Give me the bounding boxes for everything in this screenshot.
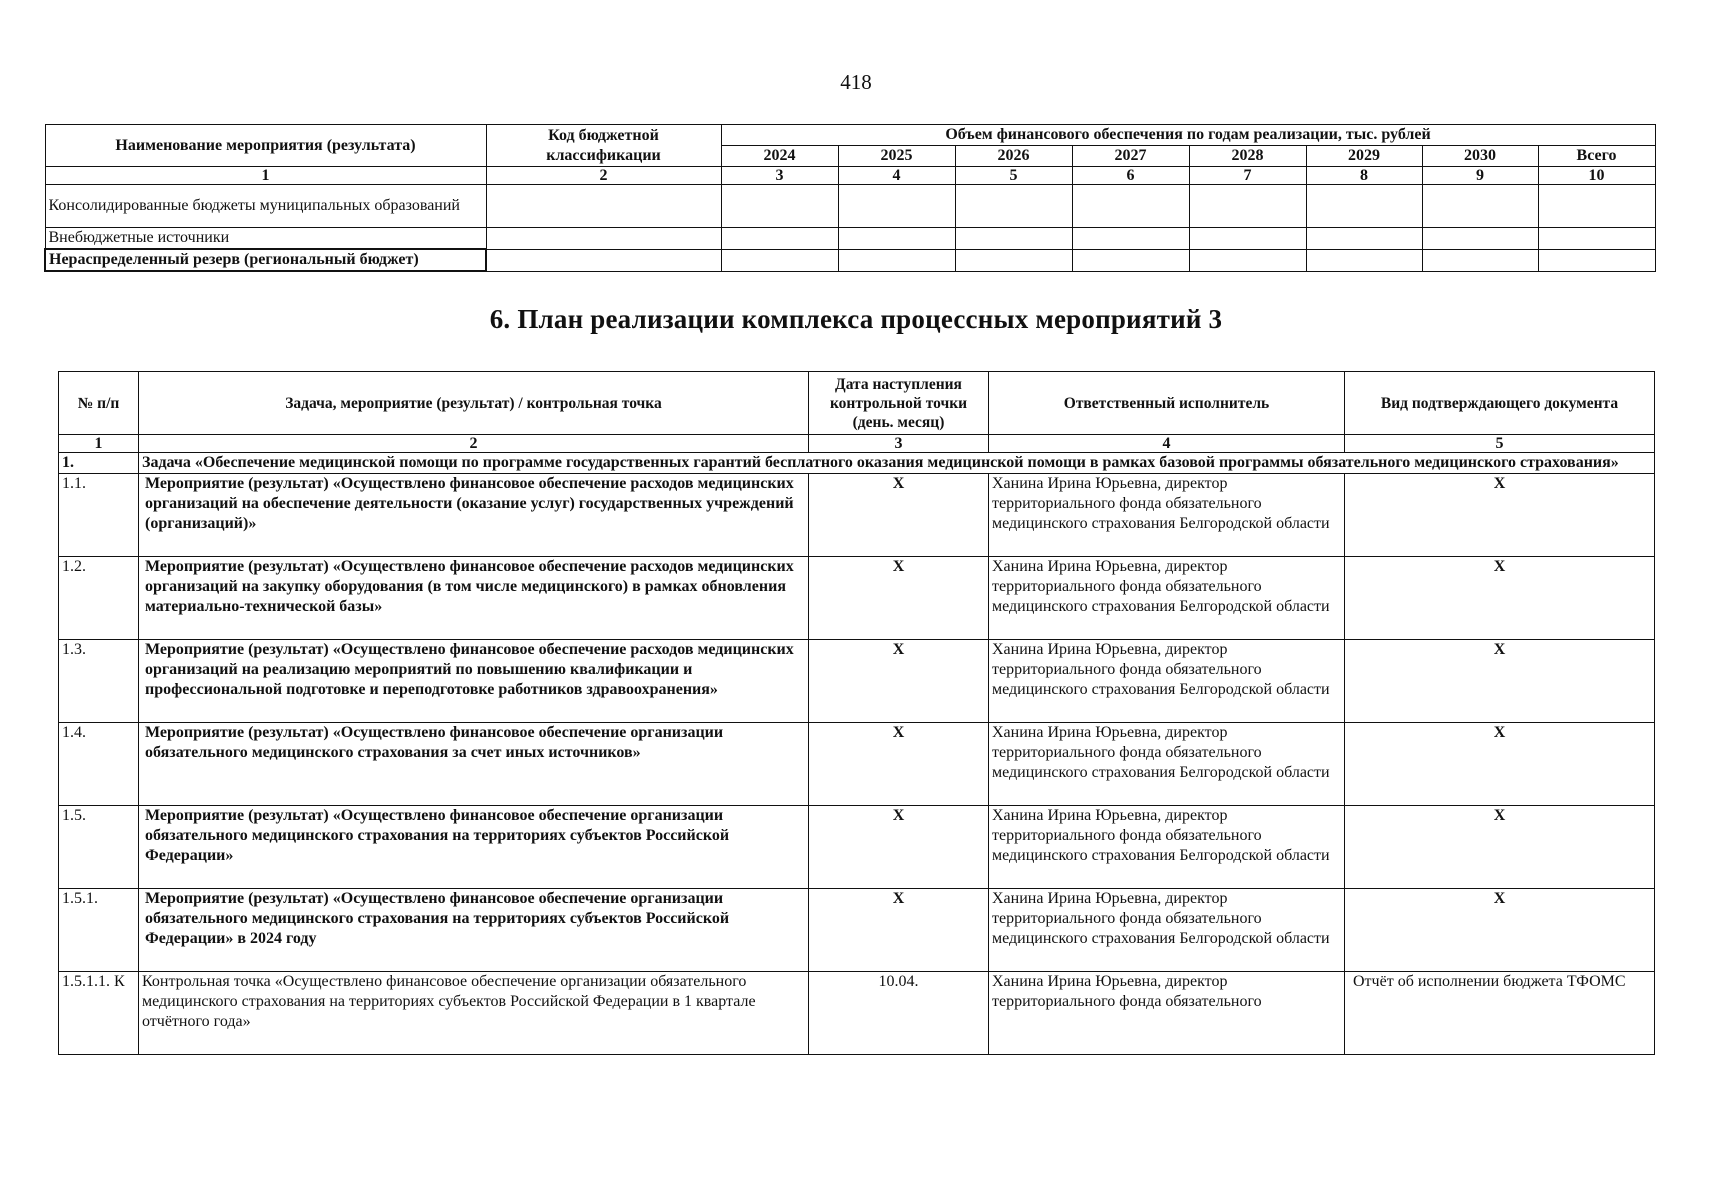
plan-table (58, 371, 1655, 1055)
fin-year-2026: 2026 (955, 146, 1072, 167)
plan-header-doc: Вид подтверждающего документа (1345, 372, 1655, 435)
plan-row (59, 723, 1655, 806)
row-responsible: Ханина Ирина Юрьевна, директор территориального фонда обязательного медицинского страхования Белгородской области (989, 640, 1345, 723)
fin-col-number: 2 (486, 167, 721, 185)
fin-col-number: 9 (1422, 167, 1538, 185)
row-activity: Мероприятие (результат) «Осуществлено финансовое обеспечение организации обязательного медицинского страхования на территориях субъектов Российской Федерации» в 2024 году (139, 889, 809, 972)
fin-col-number: 6 (1072, 167, 1189, 185)
plan-col-number: 1 (59, 435, 139, 453)
fin-row-municipal (45, 185, 1655, 228)
row-responsible: Ханина Ирина Юрьевна, директор территориального фонда обязательного медицинского страхования Белгородской области (989, 557, 1345, 640)
row-document: X (1345, 640, 1655, 723)
plan-row (59, 557, 1655, 640)
row-activity: Мероприятие (результат) «Осуществлено финансовое обеспечение организации обязательного медицинского страхования за счет иных источников» (139, 723, 809, 806)
fin-row-reserve (45, 249, 1655, 271)
row-activity: Мероприятие (результат) «Осуществлено финансовое обеспечение расходов медицинских организаций на закупку оборудования (в том числе медицинского) в рамках обновления материально-технической базы» (139, 557, 809, 640)
fin-header-row (45, 125, 1655, 146)
plan-checkpoint-row (59, 972, 1655, 1055)
fin-row-extrabudget (45, 228, 1655, 250)
row-date: X (809, 557, 989, 640)
fin-year-2030: 2030 (1422, 146, 1538, 167)
plan-header-num: № п/п (59, 372, 139, 435)
row-activity: Мероприятие (результат) «Осуществлено финансовое обеспечение расходов медицинских организаций на обеспечение деятельности (оказание услуг) государственных учреждений (организаций)» (139, 474, 809, 557)
row-activity: Мероприятие (результат) «Осуществлено финансовое обеспечение организации обязательного медицинского страхования на территориях субъектов Российской Федерации» (139, 806, 809, 889)
row-number: 1.5. (59, 806, 139, 889)
fin-year-2024: 2024 (721, 146, 838, 167)
row-number: 1.3. (59, 640, 139, 723)
row-number: 1.5.1. (59, 889, 139, 972)
row-date: X (809, 640, 989, 723)
plan-row (59, 806, 1655, 889)
row-date: X (809, 474, 989, 557)
row-document: X (1345, 474, 1655, 557)
fin-header-code: Код бюджетной классификации (486, 125, 721, 167)
row-responsible: Ханина Ирина Юрьевна, директор территориального фонда обязательного медицинского страхования Белгородской области (989, 723, 1345, 806)
fin-year-2025: 2025 (838, 146, 955, 167)
checkpoint-number: 1.5.1.1. К (59, 972, 139, 1055)
plan-header-responsible: Ответственный исполнитель (989, 372, 1345, 435)
row-document: X (1345, 806, 1655, 889)
plan-col-number: 2 (139, 435, 809, 453)
section-title: 6. План реализации комплекса процессных мероприятий 3 (489, 304, 1223, 334)
page-number: 418 (840, 70, 872, 94)
plan-col-number: 5 (1345, 435, 1655, 453)
row-document: X (1345, 889, 1655, 972)
row-number: 1.1. (59, 474, 139, 557)
row-responsible: Ханина Ирина Юрьевна, директор территориального фонда обязательного медицинского страхования Белгородской области (989, 889, 1345, 972)
row-date: X (809, 723, 989, 806)
row-number: 1.2. (59, 557, 139, 640)
fin-col-number: 4 (838, 167, 955, 185)
plan-header-row (59, 372, 1655, 435)
plan-header-task: Задача, мероприятие (результат) / контрольная точка (139, 372, 809, 435)
plan-task-row (59, 453, 1655, 474)
task-number: 1. (59, 453, 139, 474)
fin-year-total: Всего (1538, 146, 1655, 167)
fin-col-number: 10 (1538, 167, 1655, 185)
checkpoint-text: Контрольная точка «Осуществлено финансовое обеспечение организации обязательного медицинского страхования на территориях субъектов Российской Федерации в 1 квартале отчётного года» (139, 972, 809, 1055)
fin-col-number: 8 (1306, 167, 1422, 185)
plan-col-number: 3 (809, 435, 989, 453)
fin-col-number: 3 (721, 167, 838, 185)
task-text: Задача «Обеспечение медицинской помощи по программе государственных гарантий бесплатного оказания медицинской помощи в рамках базовой программы обязательного медицинского страхования» (139, 453, 1655, 474)
fin-col-number: 7 (1189, 167, 1306, 185)
row-document: X (1345, 557, 1655, 640)
fin-year-2029: 2029 (1306, 146, 1422, 167)
checkpoint-responsible: Ханина Ирина Юрьевна, директор территориального фонда обязательного (989, 972, 1345, 1055)
plan-col-number: 4 (989, 435, 1345, 453)
fin-col-number: 5 (955, 167, 1072, 185)
fin-row-name: Консолидированные бюджеты муниципальных образований (45, 185, 486, 228)
row-document: X (1345, 723, 1655, 806)
row-activity: Мероприятие (результат) «Осуществлено финансовое обеспечение расходов медицинских организаций на реализацию мероприятий по повышению квалификации и профессиональной подготовке и переподготовке работников здравоохранения» (139, 640, 809, 723)
fin-header-name: Наименование мероприятия (результата) (45, 125, 486, 167)
row-date: X (809, 806, 989, 889)
fin-col-numbers-row (45, 167, 1655, 185)
row-date: X (809, 889, 989, 972)
plan-row (59, 640, 1655, 723)
fin-col-number: 1 (45, 167, 486, 185)
plan-row (59, 474, 1655, 557)
checkpoint-document: Отчёт об исполнении бюджета ТФОМС (1345, 972, 1655, 1055)
plan-header-date: Дата наступления контрольной точки (день. месяц) (809, 372, 989, 435)
plan-row (59, 889, 1655, 972)
fin-year-2027: 2027 (1072, 146, 1189, 167)
row-responsible: Ханина Ирина Юрьевна, директор территориального фонда обязательного медицинского страхования Белгородской области (989, 474, 1345, 557)
fin-row-name: Внебюджетные источники (45, 228, 486, 250)
fin-row-name: Нераспределенный резерв (региональный бюджет) (45, 249, 486, 271)
fin-year-2028: 2028 (1189, 146, 1306, 167)
row-number: 1.4. (59, 723, 139, 806)
financing-table (44, 124, 1656, 272)
checkpoint-date: 10.04. (809, 972, 989, 1055)
fin-header-volume: Объем финансового обеспечения по годам реализации, тыс. рублей (721, 125, 1655, 146)
row-responsible: Ханина Ирина Юрьевна, директор территориального фонда обязательного медицинского страхования Белгородской области (989, 806, 1345, 889)
plan-col-numbers-row (59, 435, 1655, 453)
